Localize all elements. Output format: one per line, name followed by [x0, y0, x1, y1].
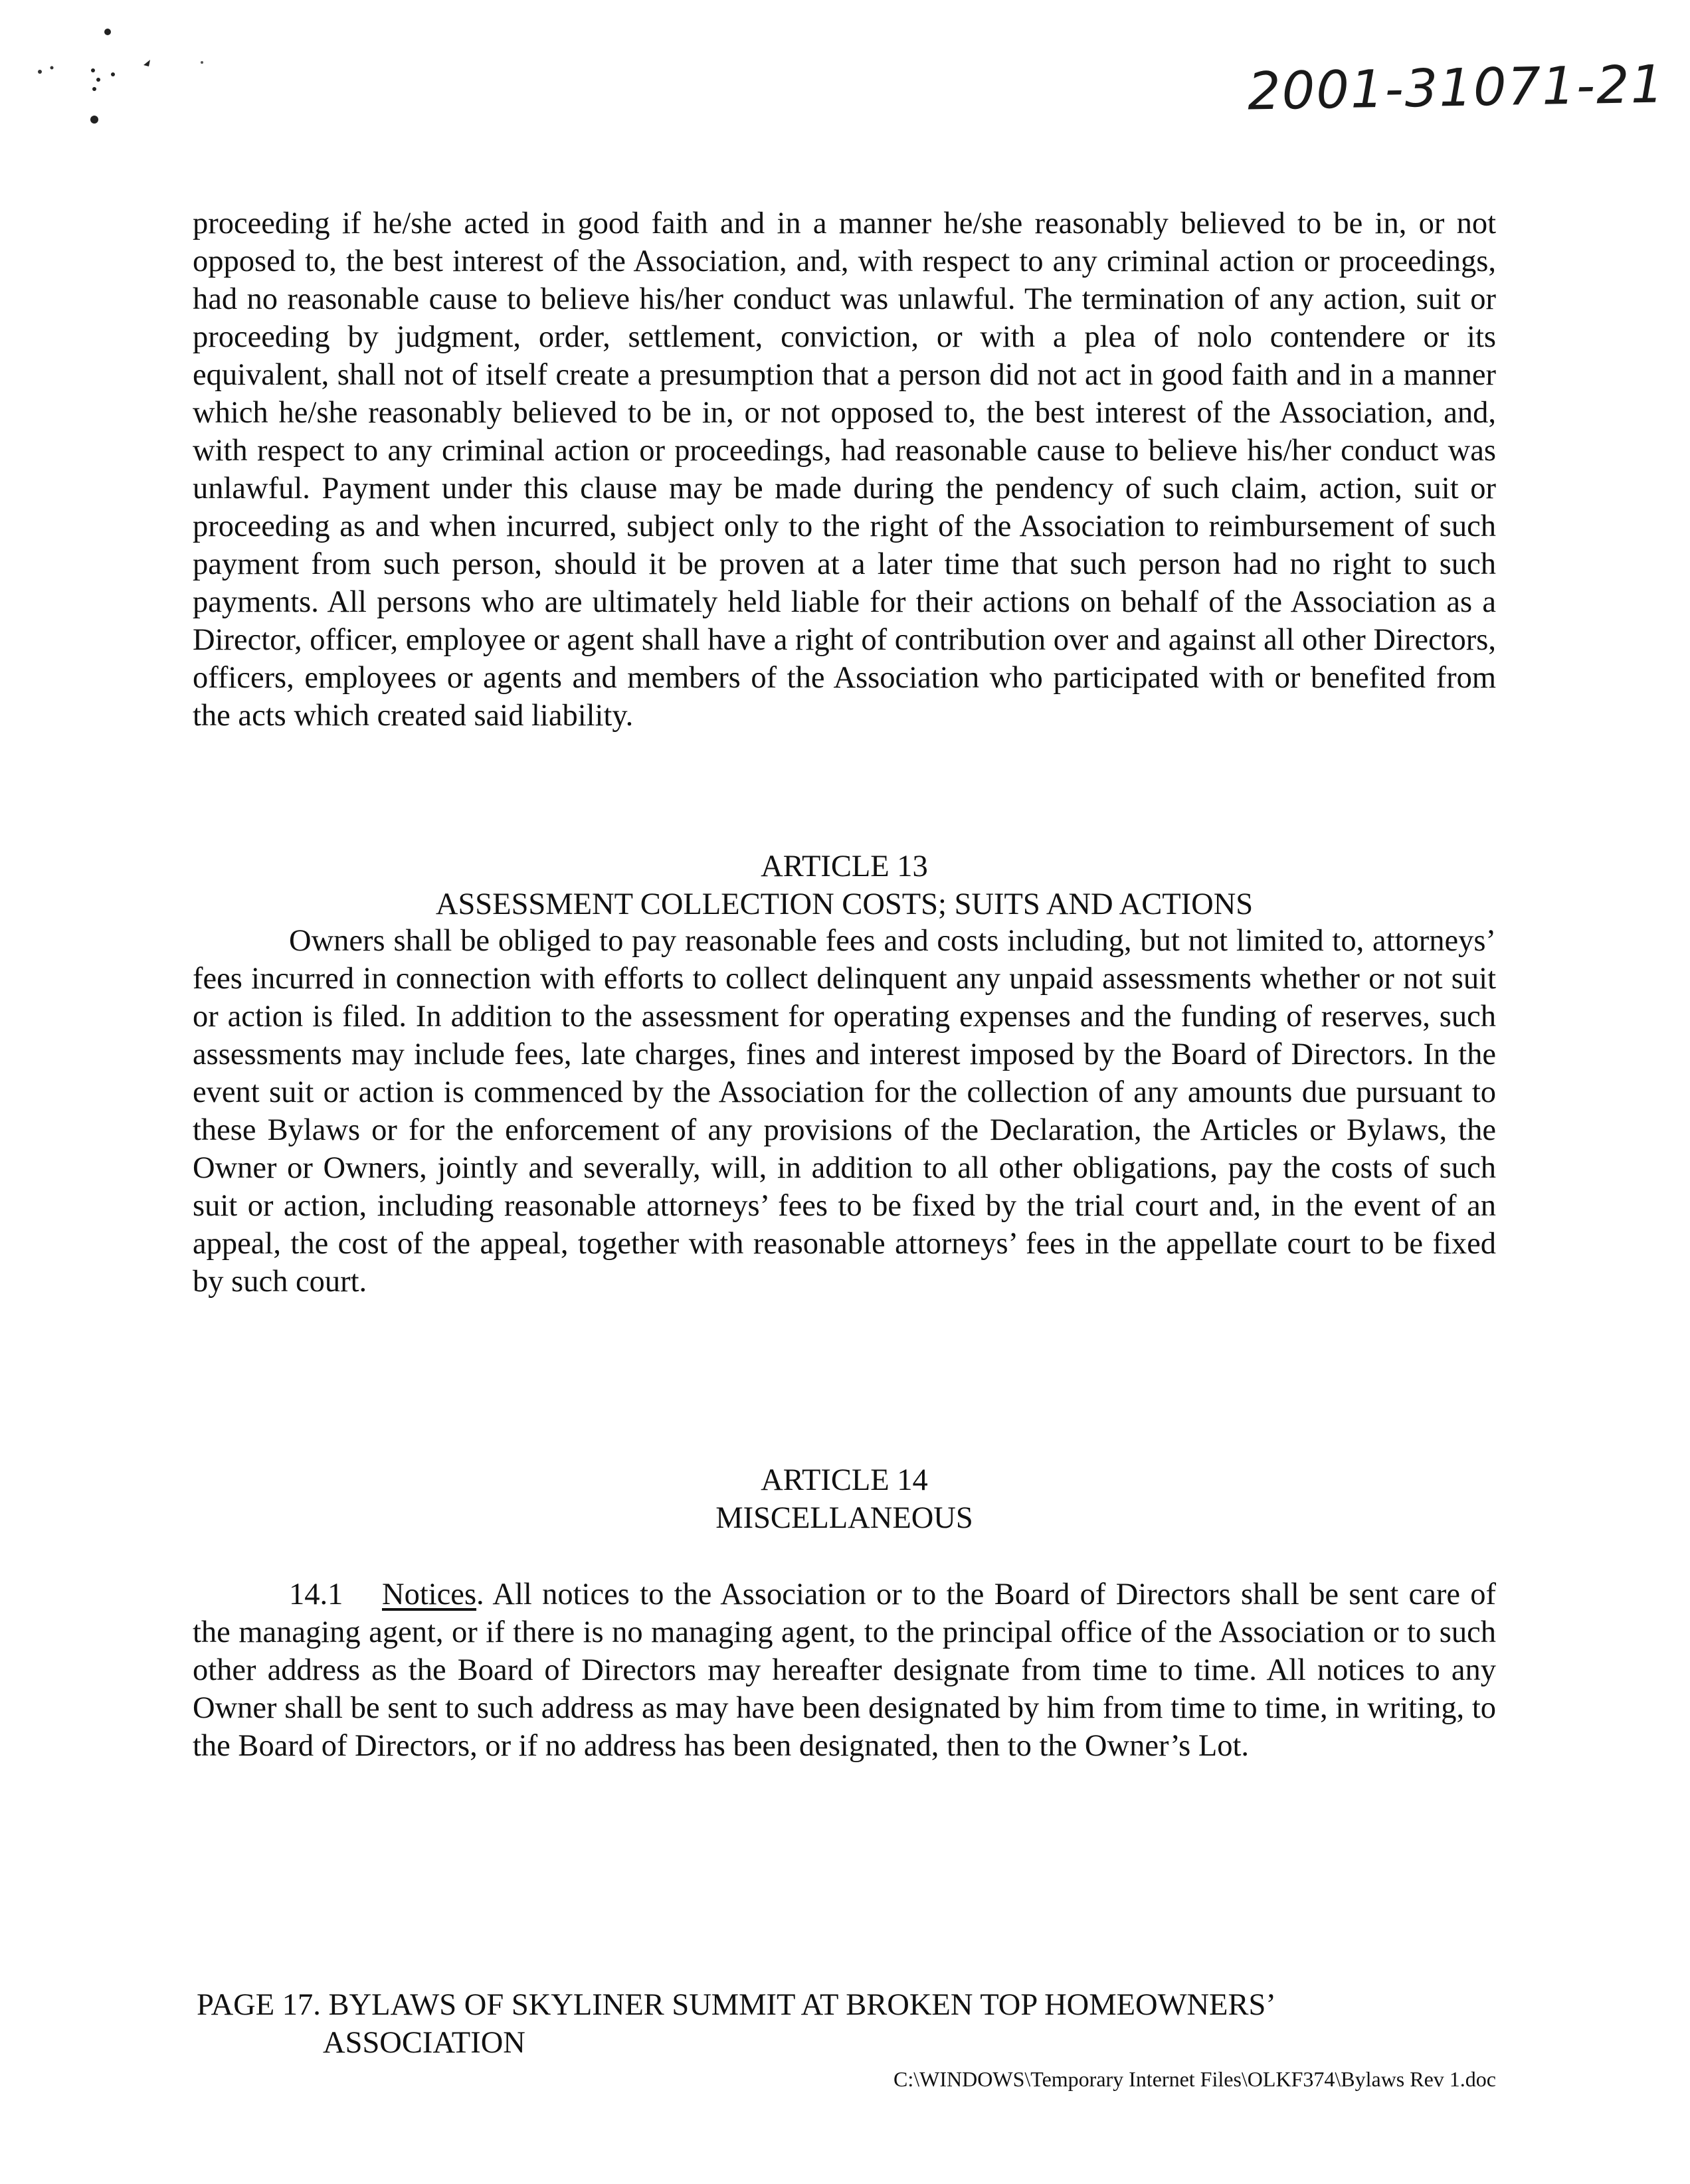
speck [92, 87, 96, 91]
speck [50, 66, 54, 70]
article-13-number: ARTICLE 13 [761, 850, 928, 883]
speck [201, 61, 203, 64]
article-14-title: MISCELLANEOUS [715, 1501, 973, 1535]
scan-specks [13, 20, 213, 139]
footer-title [197, 1986, 1525, 2062]
section-number: 14.1 [289, 1578, 343, 1611]
section-title: Notices [382, 1578, 477, 1611]
section-text: . All notices to the Association or to the Board of Directors shall be sent care of the managing agent, or if there is no managing agent, to the principal office of the Association or to such other address as the Board of Directors may hereafter designate from time to time. All notices to any Owner shall be sent to such address as may have been designated by him from time to time, in writing, to the Board of Directors, or if no address has been designated, then to the Owner’s Lot. [193, 1578, 1496, 1763]
speck [90, 116, 98, 124]
section-14-1-paragraph [193, 1576, 1496, 1765]
article-13-paragraph: Owners shall be obliged to pay reasonable fees and costs including, but not limited to, attorneys’ fees incurred in connection with efforts to collect delinquent any unpaid assessments whether or not suit or action is filed. In addition to the assessment for operating expenses and the funding of reserves, such assessments may include fees, late charges, fines and interest imposed by the Board of Directors. In the event suit or action is commenced by the Association for the collection of any amounts due pursuant to these Bylaws or for the enforcement of any provisions of the Declaration, the Articles or Bylaws, the Owner or Owners, jointly and severally, will, in addition to all other obligations, pay the costs of such suit or action, including reasonable attorneys’ fees to be fixed by the trial court and, in the event of an appeal, the cost of the appeal, together with reasonable attorneys’ fees in the appellate court to be fixed by such court. [193, 924, 1496, 1299]
footer-title-line1: PAGE 17. BYLAWS OF SKYLINER SUMMIT AT BROKEN TOP HOMEOWNERS’ [197, 1988, 1276, 2022]
article-14-heading [193, 1461, 1496, 1537]
speck [143, 60, 150, 66]
speck [91, 68, 95, 72]
footer-file-path: C:\WINDOWS\Temporary Internet Files\OLKF374\Bylaws Rev 1.doc [893, 2067, 1496, 2091]
article-13-heading [193, 848, 1496, 923]
article-14-number: ARTICLE 14 [761, 1463, 928, 1497]
footer-title-line2: ASSOCIATION [323, 2026, 525, 2060]
speck [96, 78, 100, 82]
article-13-title: ASSESSMENT COLLECTION COSTS; SUITS AND ACTIONS [435, 887, 1254, 921]
speck [111, 72, 115, 76]
speck [38, 70, 42, 74]
handwritten-document-number: 2001-31071-21 [1247, 54, 1665, 122]
speck [104, 29, 111, 35]
indemnification-paragraph: proceeding if he/she acted in good faith and in a manner he/she reasonably believed to be in, or not opposed to, the best interest of the Association, and, with respect to any criminal action or proceedings, had no reasonable cause to believe his/her conduct was unlawful. The termination of any action, suit or proceeding by judgment, order, settlement, conviction, or with a plea of nolo contendere or its equivalent, shall not of itself create a presumption that a person did not act in good faith and in a manner which he/she reasonably believed to be in, or not opposed to, the best interest of the Association, and, with respect to any criminal action or proceedings, had reasonable cause to believe his/her conduct was unlawful. Payment under this clause may be made during the pendency of such claim, action, suit or proceeding as and when incurred, subject only to the right of the Association to reimbursement of such payment from such person, should it be proven at a later time that such person had no right to such payments. All persons who are ultimately held liable for their actions on behalf of the Association as a Director, officer, employee or agent shall have a right of contribution over and against all other Directors, officers, employees or agents and members of the Association who participated with or benefited from the acts which created said liability. [193, 207, 1496, 733]
